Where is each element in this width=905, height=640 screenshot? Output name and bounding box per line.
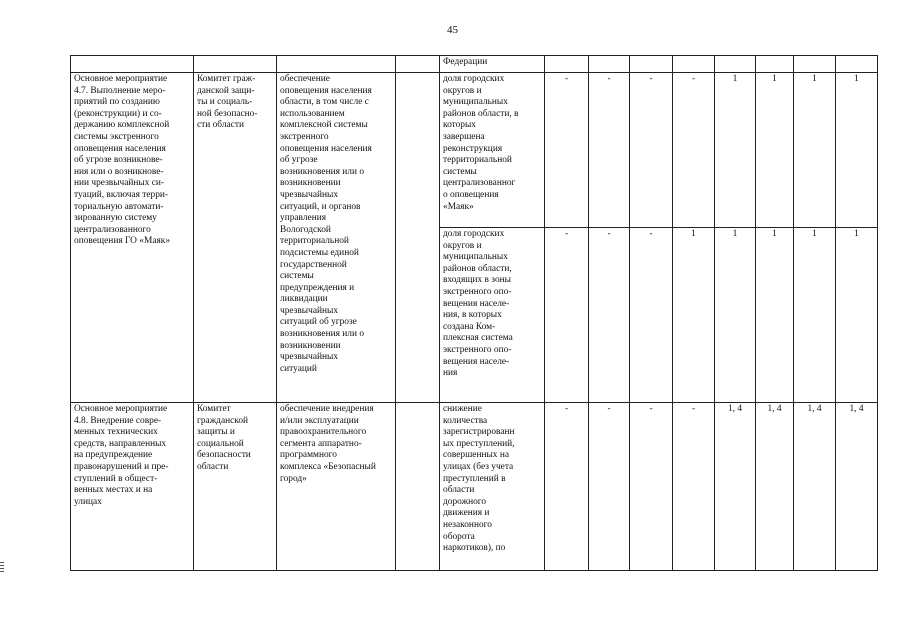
table-row	[71, 403, 878, 571]
table-cell	[277, 56, 396, 73]
blank-cell	[396, 403, 440, 571]
executor-cell: Комитет граж- данской защи- ты и социаль- ной безопасно- сти области	[194, 73, 277, 403]
value-cell: 1	[756, 228, 794, 403]
value-cell: -	[630, 228, 673, 403]
value-cell: 1, 4	[715, 403, 756, 571]
table-cell	[545, 56, 589, 73]
table-cell	[630, 56, 673, 73]
table-cell	[715, 56, 756, 73]
executor-cell: Комитет гражданской защиты и социальной безопасности области	[194, 403, 277, 571]
result-cell: обеспечение оповещения населения области, в том числе с использованием комплексной системы экстренного оповещения населения об угрозе возникновения или о возникновении чрезвычайных ситуаций, и органов управления Вологодской территориальной подсистемы единой государственной системы предупреждения и ликвидации чрезвычайных ситуаций об угрозе возникновения или о возникновении чрезвычайных ситуаций	[277, 73, 396, 403]
scan-mark	[0, 565, 4, 566]
table-cell	[794, 56, 836, 73]
value-cell: -	[589, 403, 630, 571]
scan-mark	[0, 568, 4, 569]
value-cell: 1	[794, 73, 836, 228]
value-cell: 1, 4	[756, 403, 794, 571]
value-cell: -	[673, 403, 715, 571]
event-cell: Основное мероприятие 4.7. Выполнение меро- приятий по созданию (реконструкции) и со- держанию комплексной системы экстренного оповещения населения об угрозе возникнове- ния или о возникнове- нии чрезвычайных си- туаций, включая терри- ториальную автомати- зированную систему централизованного оповещения ГО «Маяк»	[71, 73, 194, 403]
value-cell: -	[589, 228, 630, 403]
value-cell: -	[630, 403, 673, 571]
value-cell: 1	[756, 73, 794, 228]
scan-margin-marks	[0, 562, 4, 574]
value-cell: 1	[836, 73, 878, 228]
result-cell: обеспечение внедрения и/или эксплуатации правоохранительного сегмента аппаратно- программного комплекса «Безопасный город»	[277, 403, 396, 571]
value-cell: 1, 4	[794, 403, 836, 571]
indicator-cell: доля городских округов и муниципальных районов области, входящих в зоны экстренного опо- вещения населе- ния, в которых создана Ком- плексная система экстренного опо- вещения населе- ния	[440, 228, 545, 403]
value-cell: 1	[673, 228, 715, 403]
event-cell: Основное мероприятие 4.8. Внедрение совре- менных технических средств, направленных на предупреждение правонарушений и пре- ступлений в общест- венных местах и на улицах	[71, 403, 194, 571]
table-row	[71, 56, 878, 73]
scan-mark	[0, 571, 4, 572]
value-cell: 1, 4	[836, 403, 878, 571]
value-cell: -	[589, 73, 630, 228]
indicator-cell: снижение количества зарегистрированн ых преступлений, совершенных на улицах (без учета преступлений в области дорожного движения и незаконного оборота наркотиков), по	[440, 403, 545, 571]
indicator-cell: Федерации	[440, 56, 545, 73]
table-cell	[756, 56, 794, 73]
value-cell: 1	[715, 73, 756, 228]
table-row	[71, 73, 878, 228]
table-cell	[673, 56, 715, 73]
table-cell	[836, 56, 878, 73]
value-cell: 1	[794, 228, 836, 403]
value-cell: -	[630, 73, 673, 228]
scan-mark	[0, 562, 4, 563]
value-cell: 1	[836, 228, 878, 403]
table-cell	[396, 56, 440, 73]
value-cell: -	[673, 73, 715, 228]
indicator-cell: доля городских округов и муниципальных районов области, в которых завершена реконструкция территориальной системы централизованног о оповещения «Маяк»	[440, 73, 545, 228]
blank-cell	[396, 73, 440, 403]
dash-cell: -	[545, 73, 589, 228]
page-number: 45	[447, 24, 458, 36]
value-cell: -	[545, 228, 589, 403]
table-cell	[71, 56, 194, 73]
value-cell: 1	[715, 228, 756, 403]
program-table	[70, 55, 878, 571]
table-cell	[194, 56, 277, 73]
value-cell: -	[545, 403, 589, 571]
table-cell	[589, 56, 630, 73]
